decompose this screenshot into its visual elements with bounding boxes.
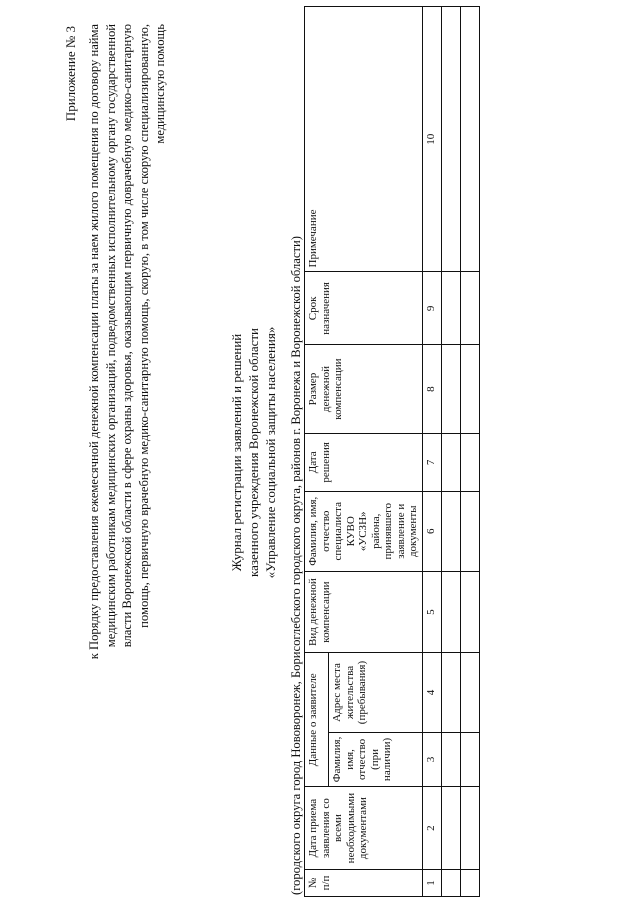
header-applicant: Данные о заявителе xyxy=(305,653,329,787)
column-number-row xyxy=(422,7,441,897)
journal-title-line: «Управление социальной защиты населения» xyxy=(263,326,278,579)
table-row xyxy=(460,7,479,897)
appendix-label: Приложение № 3 xyxy=(63,26,78,122)
header-note: Примечание xyxy=(305,7,423,273)
column-number: 4 xyxy=(422,653,441,732)
column-number: 2 xyxy=(422,787,441,870)
header-address: Адрес места жительства (пребывания) xyxy=(329,653,422,732)
header-specialist: Фамилия, имя, отчество специалиста КУВО «УСЗН» района, принявшего заявление и документы xyxy=(305,491,423,571)
intro-line: медицинским работникам медицинских организаций, подведомственных исполнительному органу государственной xyxy=(103,24,118,648)
header-decision-date: Дата решения xyxy=(305,433,423,491)
header-kind: Вид денежной компенсации xyxy=(305,571,423,653)
appendix-description xyxy=(86,24,169,875)
column-number: 1 xyxy=(422,869,441,896)
header-term: Срок назначения xyxy=(305,272,423,345)
column-number: 5 xyxy=(422,571,441,653)
intro-line: медицинскую помощь xyxy=(153,24,167,144)
intro-line: помощь, первичную врачебную медико-санитарную помощь, скорую, в том числе скорую специализированную, xyxy=(136,24,151,628)
journal-title-line: Журнал регистрации заявлений и решений xyxy=(229,333,244,572)
column-number: 6 xyxy=(422,491,441,571)
column-number: 8 xyxy=(422,345,441,434)
column-number: 9 xyxy=(422,272,441,345)
journal-subtitle: (городского округа город Нововоронеж, Борисоглебского городского округа, районов г. Воронежа и Воронежской области) xyxy=(289,236,303,895)
column-number: 3 xyxy=(422,732,441,787)
table-row xyxy=(441,7,460,897)
intro-line: к Порядку предоставления ежемесячной денежной компенсации платы за наем жилого помещения по договору найма xyxy=(87,24,101,660)
header-amount: Размер денежной компенсации xyxy=(305,345,423,434)
header-date: Дата приема заявления со всеми необходимыми документами xyxy=(305,787,423,870)
intro-line: власти Воронежской области в сфере охраны здоровья, оказывающим первичную доврачебную медико-санитарную xyxy=(120,24,134,648)
header-name: Фамилия, имя, отчество (при наличии) xyxy=(329,732,422,787)
column-number: 7 xyxy=(422,433,441,491)
registration-table xyxy=(304,6,480,897)
journal-title xyxy=(228,0,279,905)
header-num: № п/п xyxy=(305,869,423,896)
journal-title-line: казенного учреждения Воронежской области xyxy=(246,327,261,578)
column-number: 10 xyxy=(422,7,441,273)
